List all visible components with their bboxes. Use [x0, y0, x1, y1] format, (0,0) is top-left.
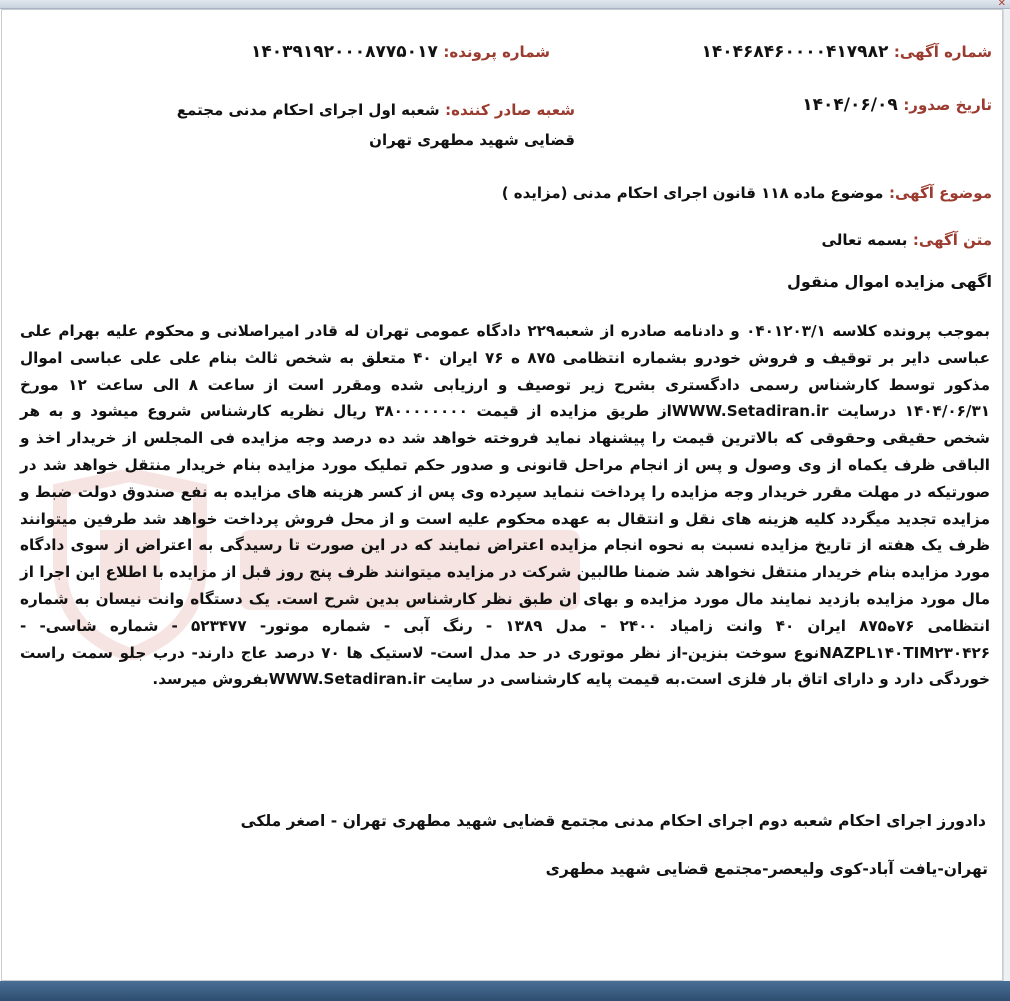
text-label: متن آگهی: [912, 231, 992, 249]
notice-number-value: ۱۴۰۴۶۸۴۶۰۰۰۰۴۱۷۹۸۲ [701, 42, 889, 62]
issue-date-label: تاریخ صدور: [903, 96, 992, 114]
issue-date-value: ۱۴۰۴/۰۶/۰۹ [802, 95, 898, 115]
notice-number-row [702, 42, 992, 62]
issuer-row [155, 95, 575, 155]
issuer-value: شعبه اول اجرای احکام مدنی مجتمع قضایی شهید مطهری تهران [176, 101, 575, 149]
address: تهران-یافت آباد-کوی ولیعصر-مجتمع قضایی شهید مطهری [545, 860, 988, 878]
vertical-scrollbar[interactable] [1003, 9, 1010, 981]
subject-row [502, 183, 992, 202]
notice-body: بموجب پرونده کلاسه ۰۴۰۱۲۰۳/۱ و دادنامه صادره از شعبه۲۲۹ دادگاه عمومی تهران له قادر امیراصلانی و محکوم علیه بهرام علی عباسی دایر بر توقیف و فروش خودرو بشماره انتظامی ۸۷۵ ه ۷۶ ایران ۴۰ متعلق به شخص ثالث بنام علی علی عباسی اموال مذکور توسط کارشناس رسمی دادگستری بشرح زیر توصیف و ارزیابی شده ومقرر است از ساعت ۸ الی ساعت ۱۲ مورخ ۱۴۰۴/۰۶/۳۱ درسایت WWW.Setadiran.irاز طریق مزایده از قیمت ۳۸۰۰۰۰۰۰۰۰ ریال نظریه کارشناس شروع میشود و به هر شخص حقیقی وحقوقی که بالاترین قیمت را پیشنهاد نماید فروخته خواهد شد ده درصد وجه مزایده فی المجلس از خریدار اخذ و الباقی ظرف یکماه از وی وصول و پس از انجام مراحل قانونی و صدور حکم تملیک مورد مزایده بنام خریدار منتقل خواهد شد در صورتیکه در مهلت مقرر خریدار وجه مزایده را پرداخت ننماید سپرده وی پس از کسر هزینه های مزایده به نفع صندوق دولت ضبط و مزایده تجدید میگردد کلیه هزینه های نقل و انتقال به عهده محکوم علیه است و از محل فروش پرداخت خواهد شد طرفین میتوانند ظرف یک هفته از تاریخ مزایده نسبت به نحوه انجام مزایده اعتراض نمایند که در این صورت تا رسیدگی به اعتراض از سوی دادگاه مورد مزایده بنام خریدار منتقل نخواهد شد ضمنا طالبین شرکت در مزایده میتوانند ظرف پنج روز قبل از مزایده با اطلاع این اجرا از مال مورد مزایده بازدید نمایند مال مورد مزایده و بهای ان طبق نظر کارشناس بدین شرح است. یک دستگاه وانت نیسان به شماره انتظامی ۷۶ه۸۷۵ ایران ۴۰ وانت زامیاد ۲۴۰۰ - مدل ۱۳۸۹ - رنگ آبی - شماره موتور- ۵۲۳۴۷۷ - شماره شاسی- - NAZPL۱۴۰TIM۲۳۰۴۲۶نوع سوخت بنزین-از نظر موتوری در حد مدل است- لاستیک ها ۷۰ درصد عاج دارند- درب جلو سمت راست خوردگی دارد و دارای اتاق بار فلزی است.به قیمت پایه کارشناسی در سایت WWW.Setadiran.irبفروش میرسد. [20, 322, 991, 689]
file-number-row [251, 42, 550, 62]
issuer-label: شعبه صادر کننده: [445, 101, 575, 119]
window-bottom-bar [0, 981, 1010, 1001]
file-number-value: ۱۴۰۳۹۱۹۲۰۰۰۸۷۷۵۰۱۷ [251, 42, 438, 62]
close-icon[interactable]: ✕ [997, 0, 1006, 9]
text-intro: بسمه تعالی [821, 231, 908, 249]
window-top-bar [0, 0, 1010, 9]
notice-heading: اگهی مزایده اموال منقول [787, 272, 992, 291]
issue-date-row [802, 95, 992, 115]
text-row [822, 230, 992, 249]
notice-number-label: شماره آگهی: [893, 43, 992, 61]
subject-value: موضوع ماده ۱۱۸ قانون اجرای احکام مدنی (مزایده ) [501, 184, 884, 202]
signature: دادورز اجرای احکام شعبه دوم اجرای احکام مدنی مجتمع قضایی شهید مطهری تهران - اصغر ملکی [240, 812, 986, 830]
subject-label: موضوع آگهی: [888, 184, 992, 202]
file-number-label: شماره پرونده: [443, 43, 550, 61]
